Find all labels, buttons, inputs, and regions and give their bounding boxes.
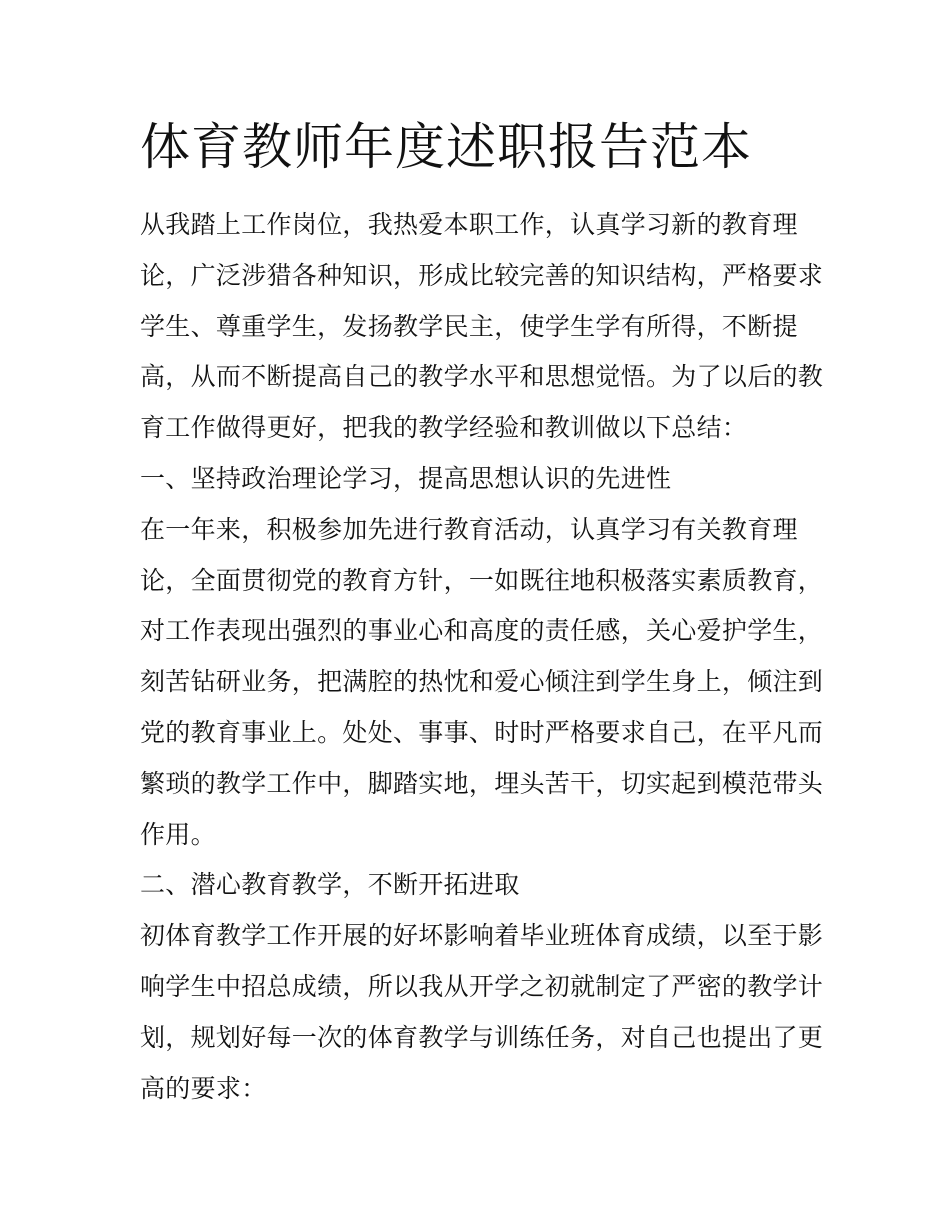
section-heading-2: 二、潜心教育教学，不断开拓进取 — [140, 870, 520, 900]
body-line: 对工作表现出强烈的事业心和高度的责任感，关心爱护学生， — [140, 616, 824, 646]
body-line: 繁琐的教学工作中，脚踏实地，埋头苦干，切实起到模范带头 — [140, 768, 824, 798]
body-line: 学生、尊重学生，发扬教学民主，使学生学有所得，不断提 — [140, 311, 798, 341]
body-line: 党的教育事业上。处处、事事、时时严格要求自己，在平凡而 — [140, 717, 824, 747]
body-line: 初体育教学工作开展的好坏影响着毕业班体育成绩，以至于影 — [140, 921, 824, 951]
body-line: 刻苦钻研业务，把满腔的热忱和爱心倾注到学生身上，倾注到 — [140, 667, 824, 697]
body-line: 高的要求： — [140, 1073, 267, 1103]
body-line: 高，从而不断提高自己的教学水平和思想觉悟。为了以后的教 — [140, 362, 824, 392]
section-heading-1: 一、坚持政治理论学习，提高思想认识的先进性 — [140, 463, 672, 493]
body-line: 划，规划好每一次的体育教学与训练任务，对自己也提出了更 — [140, 1022, 824, 1052]
document-body — [140, 200, 824, 1114]
document-title: 体育教师年度述职报告范本 — [140, 118, 752, 176]
body-line: 论，全面贯彻党的教育方针，一如既往地积极落实素质教育， — [140, 565, 824, 595]
body-line: 论，广泛涉猎各种知识，形成比较完善的知识结构，严格要求 — [140, 260, 824, 290]
body-line: 在一年来，积极参加先进行教育活动，认真学习有关教育理 — [140, 514, 798, 544]
body-line: 从我踏上工作岗位，我热爱本职工作，认真学习新的教育理 — [140, 210, 798, 239]
body-line: 响学生中招总成绩，所以我从开学之初就制定了严密的教学计 — [140, 971, 824, 1001]
body-line: 作用。 — [140, 819, 216, 849]
body-line: 育工作做得更好，把我的教学经验和教训做以下总结： — [140, 413, 748, 443]
